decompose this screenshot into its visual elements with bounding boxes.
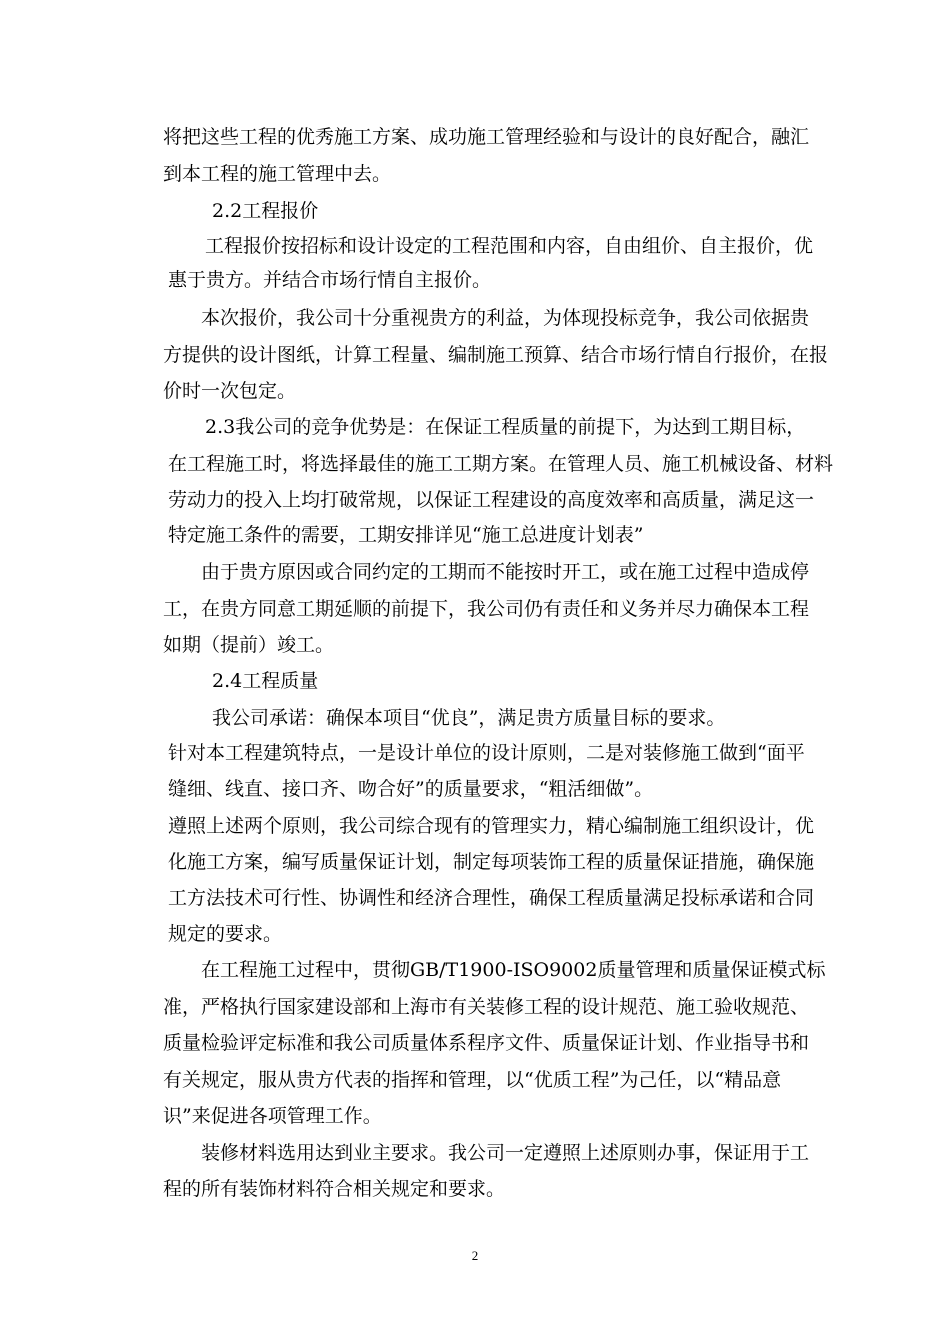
text-line: 劳动力的投入上均打破常规，以保证工程建设的高度效率和高质量，满足这一 <box>168 489 815 511</box>
text-line: 规定的要求。 <box>168 923 283 945</box>
text-line: 针对本工程建筑特点，一是设计单位的设计原则，二是对装修施工做到“面平 <box>168 742 805 764</box>
text-line: 质量检验评定标准和我公司质量体系程序文件、质量保证计划、作业指导书和 <box>163 1032 810 1054</box>
text-line: 缝细、线直、接口齐、吻合好”的质量要求，“粗活细做”。 <box>168 778 654 800</box>
text-line: 工方法技术可行性、协调性和经济合理性，确保工程质量满足投标承诺和合同 <box>168 887 815 909</box>
text-line: 工，在贵方同意工期延顺的前提下，我公司仍有责任和义务并尽力确保本工程 <box>163 598 810 620</box>
text-line: 在工程施工时，将选择最佳的施工工期方案。在管理人员、施工机械设备、材料 <box>168 453 834 475</box>
text-line: 准，严格执行国家建设部和上海市有关装修工程的设计规范、施工验收规范、 <box>163 996 810 1018</box>
text-line: 遵照上述两个原则，我公司综合现有的管理实力，精心编制施工组织设计，优 <box>168 815 815 837</box>
section-heading: 2.4工程质量 <box>212 670 319 692</box>
text-line: 价时一次包定。 <box>163 380 297 402</box>
text-line: 由于贵方原因或合同约定的工期而不能按时开工，或在施工过程中造成停 <box>201 561 810 583</box>
text-line: 程的所有装饰材料符合相关规定和要求。 <box>163 1178 506 1200</box>
text-line: 有关规定，服从贵方代表的指挥和管理，以“优质工程”为己任，以“精品意 <box>163 1069 782 1091</box>
text-line: 惠于贵方。并结合市场行情自主报价。 <box>168 269 492 291</box>
section-heading: 2.2工程报价 <box>212 200 319 222</box>
text-line: 我公司承诺：确保本项目“优良”，满足贵方质量目标的要求。 <box>212 707 726 729</box>
text-line: 特定施工条件的需要，工期安排详见“施工总进度计划表” <box>168 524 644 546</box>
text-line: 到本工程的施工管理中去。 <box>163 163 392 185</box>
text-line: 化施工方案，编写质量保证计划，制定每项装饰工程的质量保证措施，确保施 <box>168 851 815 873</box>
text-line: 将把这些工程的优秀施工方案、成功施工管理经验和与设计的良好配合，融汇 <box>163 126 810 148</box>
page-number: 2 <box>471 1248 479 1263</box>
text-line: 工程报价按招标和设计设定的工程范围和内容，自由组价、自主报价，优 <box>205 235 814 257</box>
text-line: 装修材料选用达到业主要求。我公司一定遵照上述原则办事，保证用于工 <box>201 1142 810 1164</box>
text-line: 方提供的设计图纸，计算工程量、编制施工预算、结合市场行情自行报价，在报 <box>163 344 829 366</box>
text-line: 本次报价，我公司十分重视贵方的利益，为体现投标竞争，我公司依据贵 <box>201 307 810 329</box>
section-heading: 2.3我公司的竞争优势是：在保证工程质量的前提下，为达到工期目标， <box>205 416 806 438</box>
text-line: 识”来促进各项管理工作。 <box>163 1105 382 1127</box>
text-line: 如期（提前）竣工。 <box>163 634 335 656</box>
text-line: 在工程施工过程中，贯彻GB/T1900-ISO9002质量管理和质量保证模式标 <box>201 959 826 981</box>
